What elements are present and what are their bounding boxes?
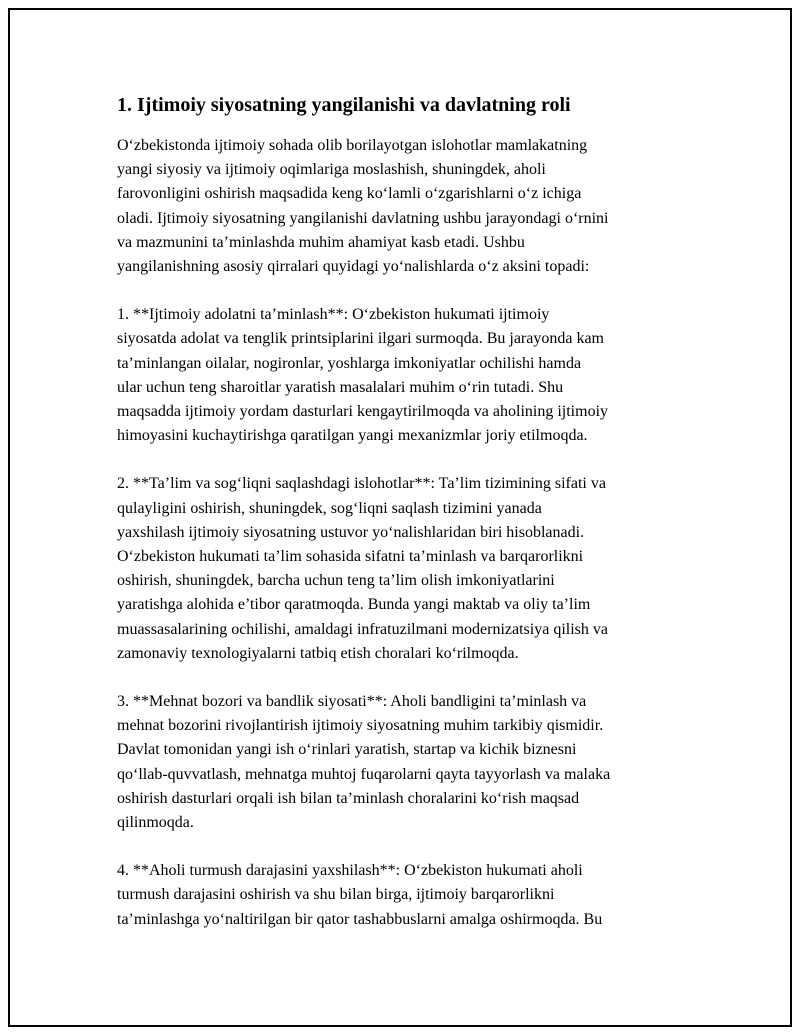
text-line: 2. **Ta’lim va sog‘liqni saqlashdagi islohotlar**: Ta’lim tizimining sifati va [117,475,606,493]
text-line: O‘zbekistonda ijtimoiy sohada olib borilayotgan islohotlar mamlakatning [117,137,588,154]
list-item-living-standards [117,859,692,932]
text-line: zamonaviy texnologiyalarni tatbiq etish choralari ko‘rilmoqda. [117,644,519,662]
text-line: Davlat tomonidan yangi ish o‘rinlari yaratish, startap va kichik biznesni [117,741,577,759]
text-line: 4. **Aholi turmush darajasini yaxshilash**: O‘zbekiston hukumati aholi [117,862,583,880]
text-line: qilinmoqda. [117,814,194,832]
text-line: himoyasini kuchaytirishga qaratilgan yangi mexanizmlar joriy etilmoqda. [117,427,588,445]
text-line: ta’minlashga yo‘naltirilgan bir qator tashabbuslarni amalga oshirmoqda. Bu [117,910,603,928]
text-line: 1. **Ijtimoiy adolatni ta’minlash**: O‘zbekiston hukumati ijtimoiy [117,306,550,324]
text-line: yangilanishning asosiy qirralari quyidagi yo‘nalishlarda o‘z aksini topadi: [117,258,590,276]
text-line: qulayligini oshirish, shuningdek, sog‘liqni saqlash tizimini yanada [117,499,542,517]
text-line: siyosatda adolat va tenglik printsiplarini ilgari surmoqda. Bu jarayonda kam [117,330,604,348]
intro-paragraph [117,134,692,279]
text-line: farovonligini oshirish maqsadida keng ko‘lamli o‘zgarishlarni o‘z ichiga [117,185,582,203]
text-line: O‘zbekiston hukumati ta’lim sohasida sifatni ta’minlash va barqarorlikni [117,548,584,566]
document-body [117,90,692,956]
text-line: oshirish dasturlari orqali ish bilan ta’minlash choralarini ko‘rish maqsad [117,789,580,807]
text-line: va mazmunini ta’minlashda muhim ahamiyat kasb etadi. Ushbu [117,233,525,251]
list-item-education-health [117,472,692,666]
list-item-labor-market [117,690,692,835]
text-line: yaxshilash ijtimoiy siyosatning ustuvor yo‘nalishlaridan biri hisoblanadi. [117,523,585,541]
section-heading: 1. Ijtimoiy siyosatning yangilanishi va davlatning roli [117,94,571,116]
text-line: qo‘llab-quvvatlash, mehnatga muhtoj fuqarolarni qayta tayyorlash va malaka [117,765,611,783]
text-line: oshirish, shuningdek, barcha uchun teng ta’lim olish imkoniyatlarini [117,572,555,590]
text-line: yaratishga alohida e’tibor qaratmoqda. Bunda yangi maktab va oliy ta’lim [117,596,591,614]
text-line: maqsadda ijtimoiy yordam dasturlari kengaytirilmoqda va aholining ijtimoiy [117,403,609,421]
text-line: yangi siyosiy va ijtimoiy oqimlariga moslashish, shuningdek, aholi [117,161,546,179]
text-line: muassasalarining ochilishi, amaldagi infratuzilmani modernizatsiya qilish va [117,620,608,638]
text-line: oladi. Ijtimoiy siyosatning yangilanishi davlatning ushbu jarayondagi o‘rnini [117,209,609,227]
text-line: ular uchun teng sharoitlar yaratish masalalari muhim o‘rin tutadi. Shu [117,378,564,396]
text-line: 3. **Mehnat bozori va bandlik siyosati**: Aholi bandligini ta’minlash va [117,693,587,711]
text-line: turmush darajasini oshirish va shu bilan birga, ijtimoiy barqarorlikni [117,886,555,904]
text-line: ta’minlangan oilalar, nogironlar, yoshlarga imkoniyatlar ochilishi hamda [117,354,582,372]
list-item-social-justice [117,303,692,448]
text-line: mehnat bozorini rivojlantirish ijtimoiy siyosatning muhim tarkibiy qismidir. [117,717,604,735]
